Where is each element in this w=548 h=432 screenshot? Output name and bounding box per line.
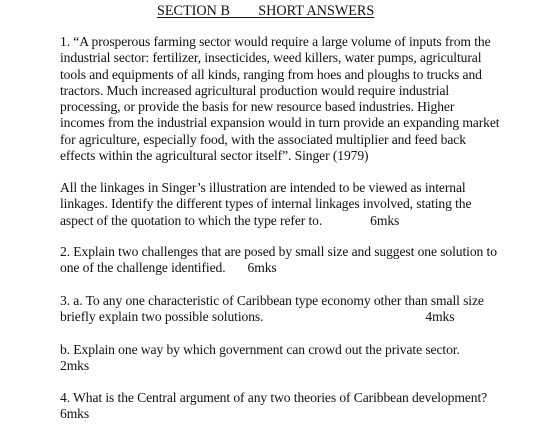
- text-line: All the linkages in Singer’s illustration are intended to be viewed as internal: [60, 180, 466, 195]
- text-line-with-marks: [60, 213, 542, 229]
- text-line: 2. Explain two challenges that are posed by small size and suggest one solution to: [60, 244, 497, 259]
- question-3a: [60, 293, 542, 326]
- text-line: tools and equipments of all kinds, ranging from hoes and ploughs to trucks and: [60, 66, 482, 82]
- text-line-with-marks: [60, 309, 542, 325]
- section-heading: SECTION B SHORT ANSWERS: [157, 3, 375, 19]
- question-4: [60, 390, 542, 423]
- marks-label: 6mks: [370, 212, 400, 228]
- text-line: for agriculture, especially food, with the associated multiplier and feed back: [60, 131, 466, 147]
- text-line: briefly explain two possible solutions.: [60, 309, 264, 325]
- marks-label: 2mks: [60, 358, 90, 374]
- text-line: industrial sector: fertilizer, insecticides, weed killers, water pumps, agricultural: [60, 50, 482, 66]
- question-3b: [60, 342, 542, 375]
- text-line: b. Explain one way by which government can crowd out the private sector.: [60, 342, 460, 357]
- text-line: effects within the agricultural sector itself”. Singer (1979): [60, 148, 369, 164]
- text-line: tractors. Much increased agricultural production would require industrial: [60, 82, 450, 98]
- text-line: 1. “A prosperous farming sector would require a large volume of inputs from the: [60, 34, 491, 49]
- text-line: one of the challenge identified.: [60, 260, 226, 276]
- marks-label: 6mks: [60, 406, 90, 422]
- text-line: processing, or provide the basis for new resource based industries. Higher: [60, 99, 455, 115]
- marks-label: 4mks: [425, 309, 455, 325]
- text-line: incomes from the industrial expansion would in turn provide an expanding market: [60, 115, 500, 131]
- question-2: [60, 244, 542, 277]
- text-line-with-marks: [60, 260, 542, 276]
- question-1-task: [60, 180, 542, 229]
- text-line: 4. What is the Central argument of any two theories of Caribbean development?: [60, 390, 488, 405]
- question-1-quotation: [60, 34, 542, 164]
- text-line: linkages. Identify the different types of internal linkages involved, stating the: [60, 196, 472, 212]
- marks-label: 6mks: [247, 260, 277, 276]
- text-line: 3. a. To any one characteristic of Caribbean type economy other than small size: [60, 293, 484, 308]
- text-line: aspect of the quotation to which the type refer to.: [60, 212, 323, 228]
